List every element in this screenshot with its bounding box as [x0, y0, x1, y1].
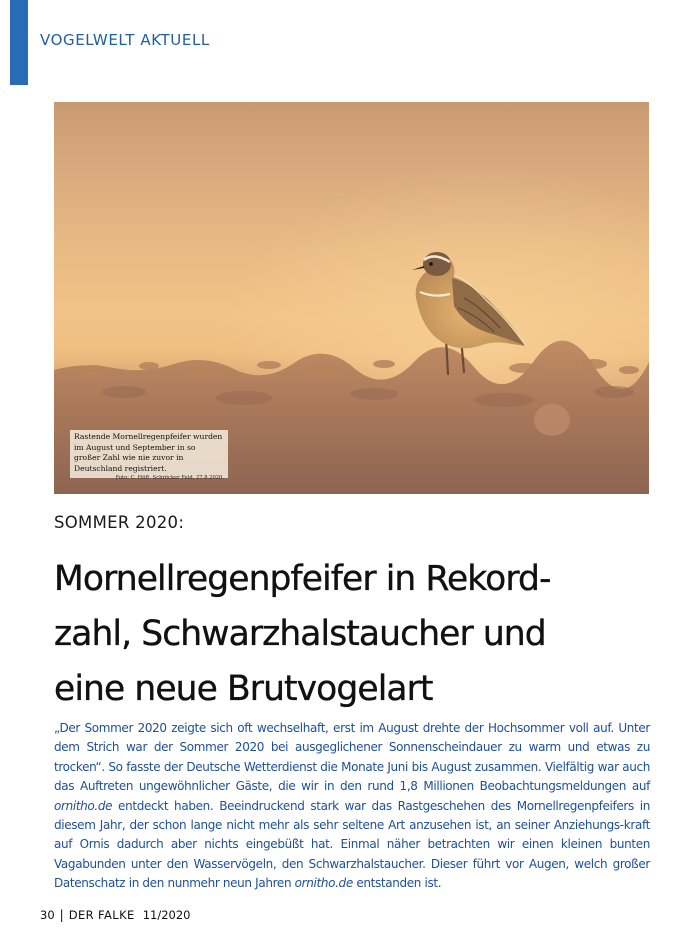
lead-text: entstanden ist.	[352, 876, 442, 891]
lead-site-link: ornitho.de	[54, 798, 113, 813]
photo-caption	[70, 430, 228, 481]
footer-separator: |	[59, 908, 64, 922]
article-lead	[54, 719, 650, 894]
article-kicker: SOMMER 2020:	[54, 513, 185, 532]
article-headline	[54, 552, 654, 717]
lead-site-link: ornitho.de	[294, 876, 353, 891]
caption-text: Rastende Mornellregenpfeifer wurden im August und September in so großer Zahl wie nie zuvor in Deutschland registriert.	[74, 432, 223, 473]
headline-line: zahl, Schwarzhalstaucher und	[54, 614, 546, 654]
section-label: VOGELWELT AKTUELL	[40, 31, 210, 49]
headline-line: eine neue Brutvogelart	[54, 669, 433, 709]
section-color-bar	[10, 0, 28, 85]
headline-line: Mornellregenpfeifer in Rekord-	[54, 559, 551, 599]
page-number: 30	[40, 908, 55, 922]
page-footer	[40, 908, 190, 922]
lead-text: „Der Sommer 2020 zeigte sich oft wechselhaft, erst im August drehte der Hochsommer voll auf. Unter dem Strich war der Sommer 2020 bei ausgeglichener Sonnenscheindauer zu warm und etwas zu trocken“. So fasste der Deutsche Wetterdienst die Monate Juni bis August zusammen. Vielfältig war auch das Auftreten ungewöhnlicher Gäste, die wir in den rund 1,8 Millionen Beobachtungsmeldungen auf	[54, 721, 650, 794]
magazine-name: DER FALKE	[68, 908, 135, 922]
issue-number: 11/2020	[142, 908, 191, 922]
article-photo	[54, 102, 649, 494]
lead-text: entdeckt haben. Beeindruckend stark war das Rastgeschehen des Mornellregenpfeifers in diesem Jahr, der schon lange nicht mehr als sehr seltene Art anzusehen ist, an seiner Anziehungs-kraft auf Ornis dadurch aber nichts eingebüßt hat. Einmal näher betrachten wir einen kleinen bunten Vagabunden unter den Wasservögeln, den Schwarzhalstaucher. Dieser führt vor Augen, welch großer Datenschatz in den nunmehr neun Jahren	[54, 798, 650, 891]
photo-credit: Foto: C. Höft. Schröcker Feld, 27.8.2020.	[115, 475, 224, 481]
